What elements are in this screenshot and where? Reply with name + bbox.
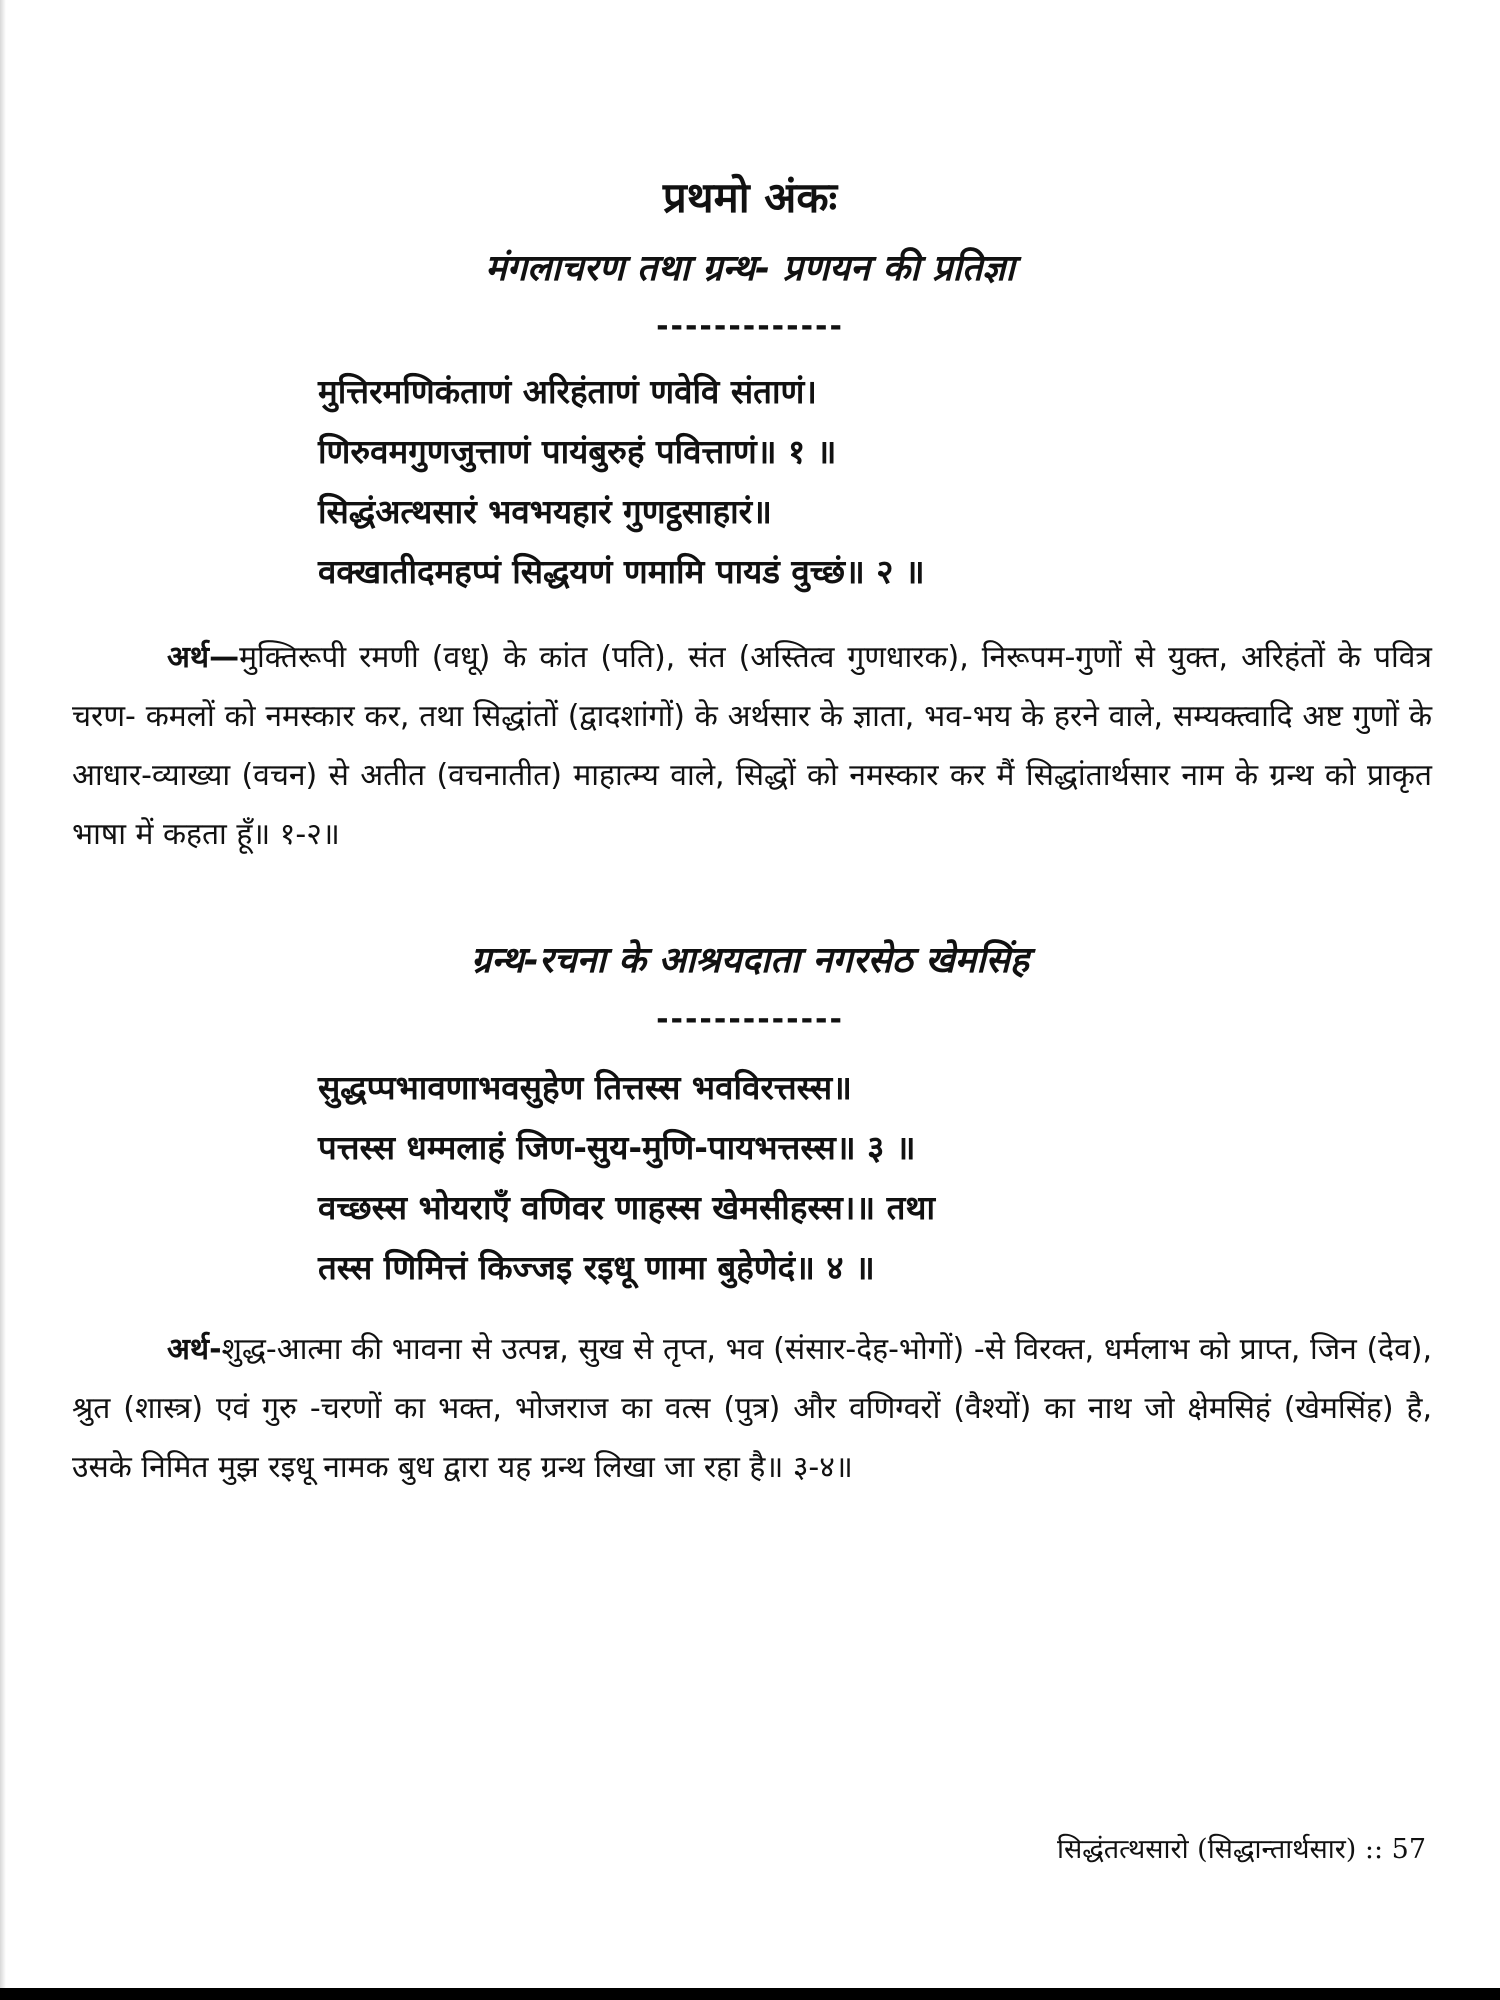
meaning-text: मुक्तिरूपी रमणी (वधू) के कांत (पति), संत (अस्तित्व गुणधारक), निरूपम-गुणों से युक्त, अरिहंतों के पवित्र चरण- कमलों को नमस्कार कर, तथा सिद्धांतों (द्वादशांगों) के अर्थसार के ज्ञाता, भव-भय के हरने वाले, सम्यक्त्वादि अष्ट गुणों के आधार-व्याख्या (वचन) से अतीत (वचनातीत) माहात्म्य वाले, सिद्धों को नमस्कार कर मैं सिद्धांतार्थसार नाम के ग्रन्थ को प्राकृत भाषा में कहता हूँ॥ १-२॥ [72,640,1432,852]
section-2-rule: ------------- [656,1002,844,1037]
section-2-title: ग्रन्थ-रचना के आश्रयदाता नगरसेठ खेमसिंह [471,940,1029,981]
chapter-title: प्रथमो अंकः [662,173,838,222]
section-2-verses [318,1058,1418,1298]
meaning-text: शुद्ध-आत्मा की भावना से उत्पन्न, सुख से तृप्त, भव (संसार-देह-भोगों) -से विरक्त, धर्मलाभ को प्राप्त, जिन (देव), श्रुत (शास्त्र) एवं गुरु -चरणों का भक्त, भोजराज का वत्स (पुत्र) और वणिग्वरों (वैश्यों) का नाथ जो क्षेमसिहं (खेमसिंह) है, उसके निमित मुझ रइधू नामक बुध द्वारा यह ग्रन्थ लिखा जा रहा है॥ ३-४॥ [72,1332,1432,1485]
page-footer: सिद्धंतत्थसारो (सिद्धान्तार्थसार) :: 57 [1056,1834,1426,1865]
section-1-rule: ------------- [656,309,844,344]
meaning-label: अर्थ- [167,1332,222,1367]
verse-line: सिद्धंअत्थसारं भवभयहारं गुणट्ठसाहारं॥ [318,492,772,531]
verse-line: मुत्तिरमणिकंताणं अरिहंताणं णवेवि संताणं। [318,372,817,411]
verse-line: पत्तस्स धम्मलाहं जिण-सुय-मुणि-पायभत्तस्स॥ ३ ॥ [318,1128,916,1167]
verse-line: सुद्धप्पभावणाभवसुहेण तित्तस्स भवविरत्तस्स॥ [318,1068,852,1107]
verse-line: णिरुवमगुणजुत्ताणं पायंबुरुहं पवित्ताणं॥ १ ॥ [318,432,837,471]
verse-line: वच्छस्स भोयराएँ वणिवर णाहस्स खेमसीहस्स।॥ तथा [318,1188,936,1227]
section-1-title: मंगलाचरण तथा ग्रन्थ- प्रणयन की प्रतिज्ञा [485,248,1015,289]
section-1-verses [318,362,1418,602]
section-1-meaning [72,628,1432,864]
scan-bottom-bar [0,1988,1500,2000]
section-2-meaning [72,1320,1432,1497]
meaning-label: अर्थ— [167,640,240,675]
verse-line: वक्खातीदमहप्पं सिद्धयणं णमामि पायडं वुच्छं॥ २ ॥ [318,552,925,591]
scan-left-edge [0,0,6,1990]
verse-line: तस्स णिमित्तं किज्जइ रइधू णामा बुहेणेदं॥ ४ ॥ [318,1248,875,1287]
